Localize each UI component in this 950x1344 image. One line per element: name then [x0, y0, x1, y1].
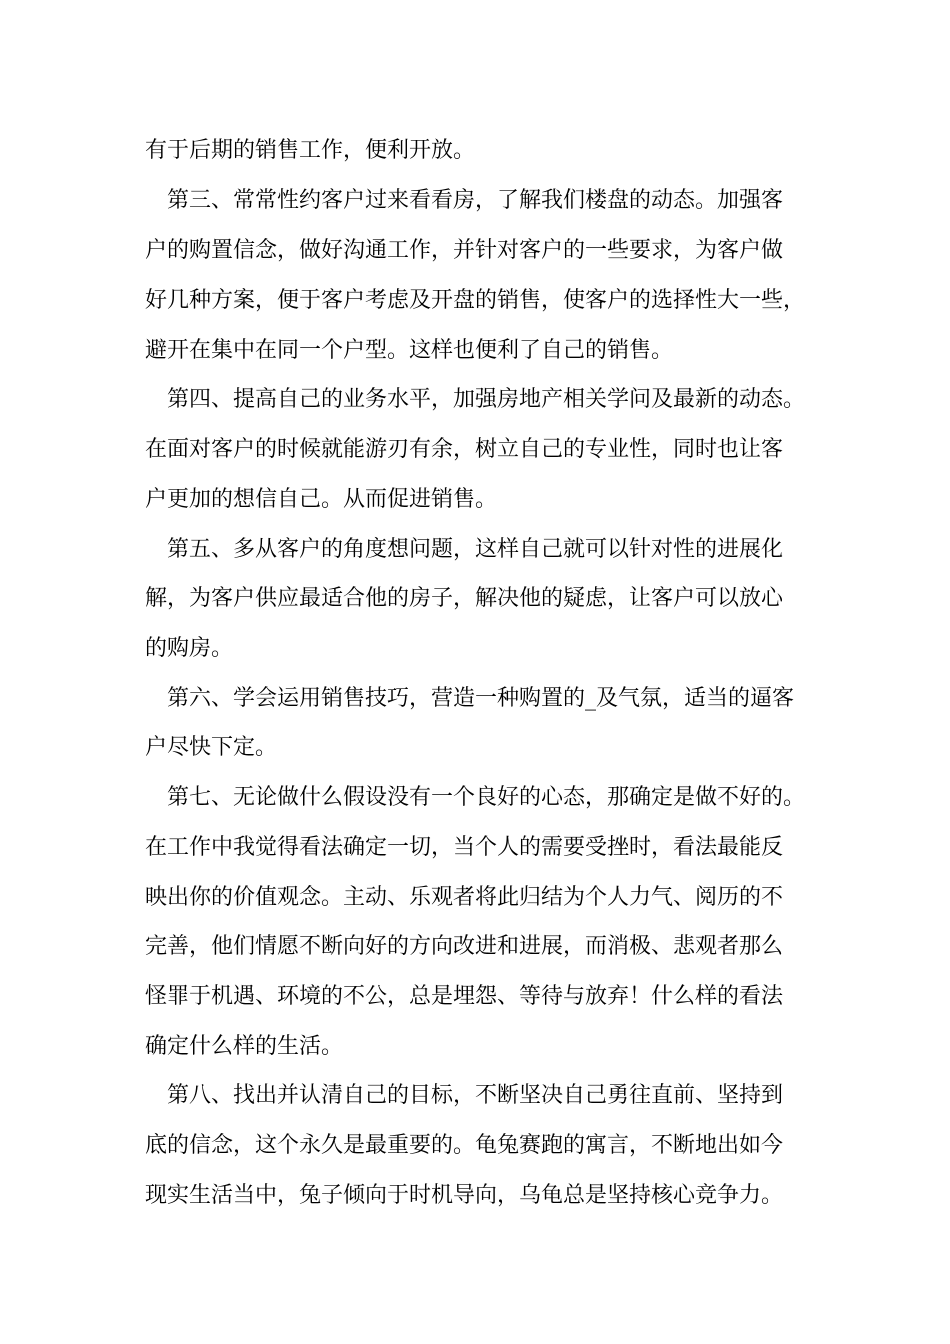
text-line: 现实生活当中，兔子倾向于时机导向，乌龟总是坚持核心竞争力。 [145, 1183, 784, 1208]
text-line: 解，为客户供应最适合他的房子，解决他的疑虑，让客户可以放心 [145, 586, 784, 611]
text-line: 在面对客户的时候就能游刃有余，树立自己的专业性，同时也让客 [145, 437, 784, 462]
text-line: 底的信念，这个永久是最重要的。龟兔赛跑的寓言，不断地出如今 [145, 1133, 784, 1158]
text-line: 完善，他们情愿不断向好的方向改进和进展，而消极、悲观者那么 [145, 934, 784, 959]
text-line: 好几种方案，便于客户考虑及开盘的销售，使客户的选择性大一些， [145, 288, 806, 313]
text-line: 确定什么样的生活。 [145, 1034, 344, 1059]
paragraph-start-line: 第六、学会运用销售技巧，营造一种购置的_及气氛，适当的逼客 [167, 686, 795, 711]
text-line: 户更加的想信自己。从而促进销售。 [145, 487, 498, 512]
text-line: 户的购置信念，做好沟通工作，并针对客户的一些要求，为客户做 [145, 238, 784, 263]
text-line: 户尽快下定。 [145, 735, 278, 760]
text-line: 怪罪于机遇、环境的不公，总是埋怨、等待与放弃！什么样的看法 [145, 984, 784, 1009]
text-line: 避开在集中在同一个户型。这样也便利了自己的销售。 [145, 338, 674, 363]
paragraph-start-line: 第五、多从客户的角度想问题，这样自己就可以针对性的进展化 [167, 537, 784, 562]
text-line: 映出你的价值观念。主动、乐观者将此归结为个人力气、阅历的不 [145, 885, 784, 910]
paragraph-start-line: 第八、找出并认清自己的目标，不断坚决自己勇往直前、坚持到 [167, 1083, 784, 1108]
paragraph-start-line: 第七、无论做什么假设没有一个良好的心态，那确定是做不好的。 [167, 785, 806, 810]
text-line: 的购房。 [145, 636, 234, 661]
text-line: 在工作中我觉得看法确定一切，当个人的需要受挫时，看法最能反 [145, 835, 784, 860]
paragraph-start-line: 第三、常常性约客户过来看看房，了解我们楼盘的动态。加强客 [167, 188, 784, 213]
paragraph-start-line: 第四、提高自己的业务水平，加强房地产相关学问及最新的动态。 [167, 387, 806, 412]
text-line: 有于后期的销售工作，便利开放。 [145, 138, 476, 163]
